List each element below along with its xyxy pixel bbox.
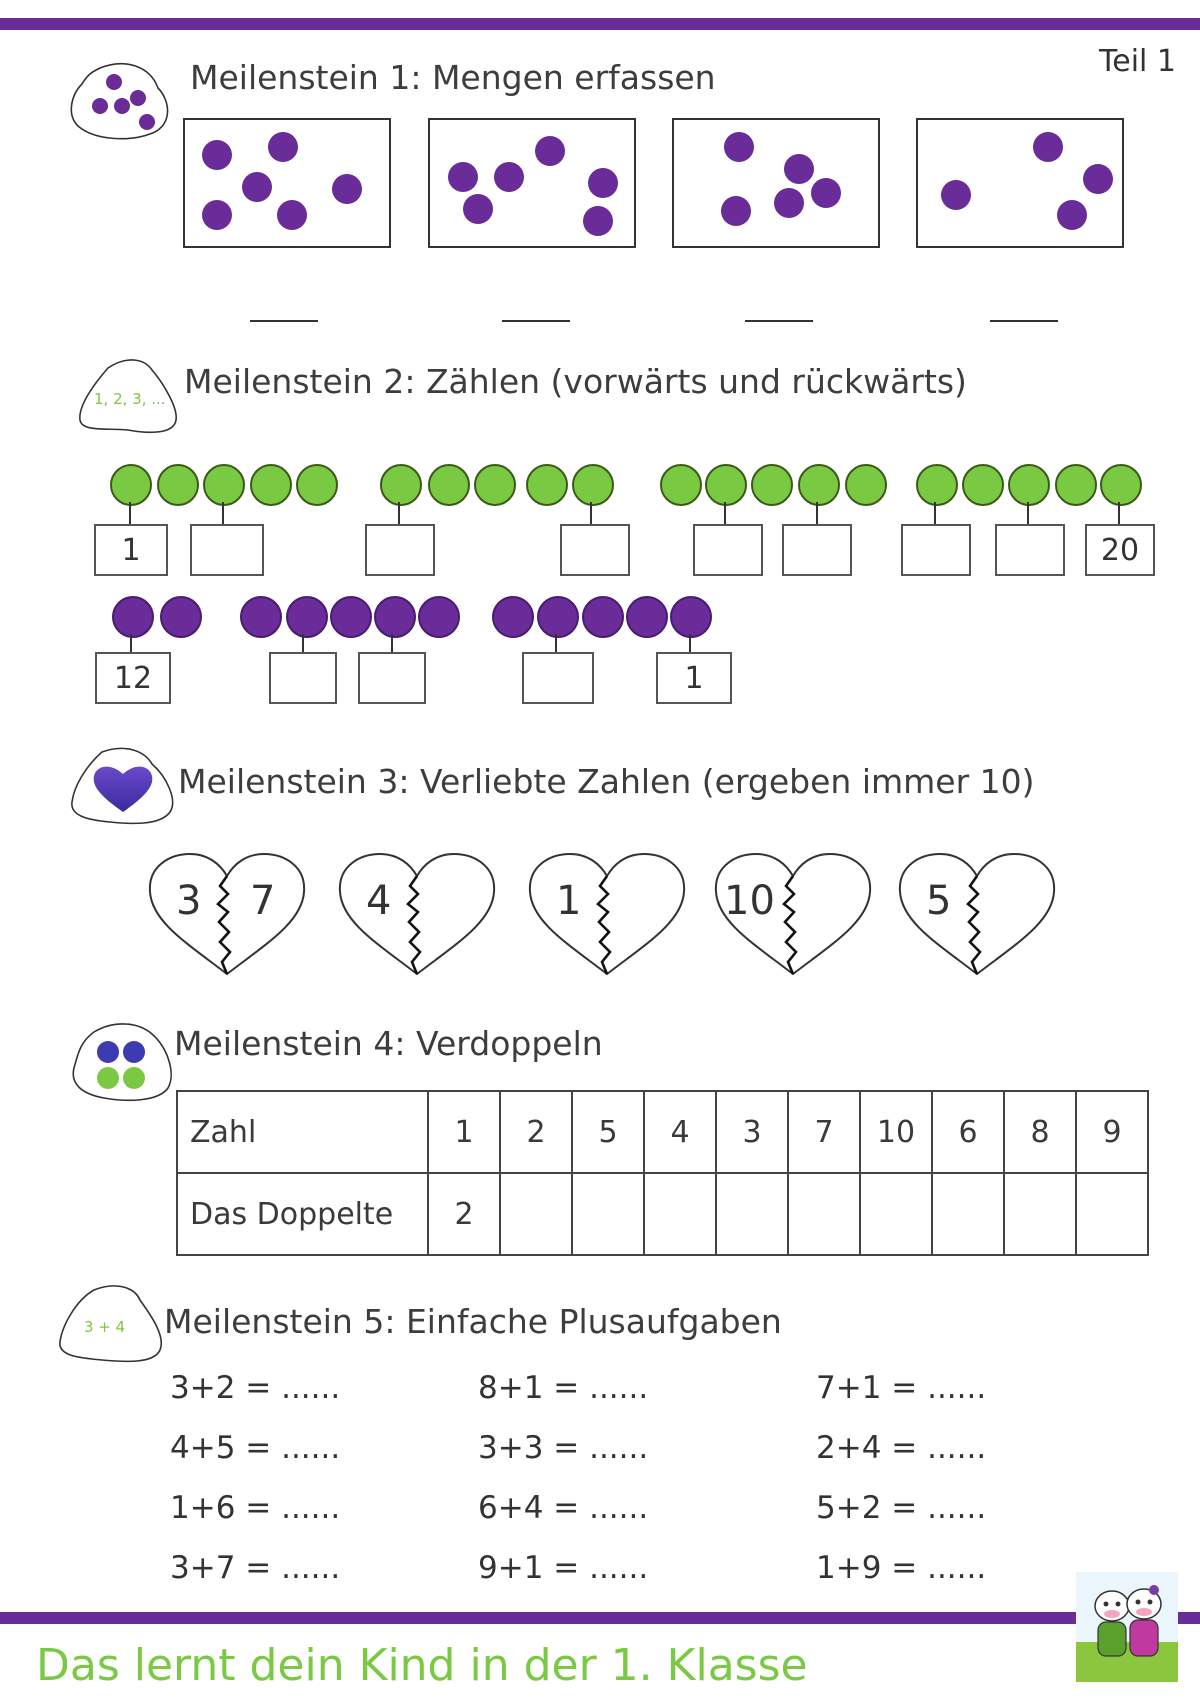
milestone-1-icon: [70, 60, 174, 142]
bead: [110, 464, 152, 506]
dot: [202, 200, 232, 230]
heart[interactable]: [714, 852, 872, 982]
bead: [296, 464, 338, 506]
bead-connector: [816, 502, 818, 524]
dot: [463, 194, 493, 224]
doubling-table: [176, 1090, 1149, 1256]
dot: [724, 132, 754, 162]
bead: [240, 596, 282, 638]
plus-icon-text: 3 + 4: [84, 1318, 126, 1336]
dot: [1033, 132, 1063, 162]
equation[interactable]: 1+9 = ......: [816, 1550, 987, 1586]
bead: [916, 464, 958, 506]
top-bar: [0, 18, 1200, 30]
bead-connector: [302, 634, 304, 652]
bead-connector: [129, 502, 131, 524]
number-cell: 2: [500, 1091, 572, 1173]
cow-mascot-image: [1076, 1572, 1178, 1686]
number-box[interactable]: 1: [94, 524, 168, 576]
equation[interactable]: 6+4 = ......: [478, 1490, 649, 1526]
dot: [448, 162, 478, 192]
number-box[interactable]: 1: [656, 652, 732, 704]
dot: [268, 132, 298, 162]
double-cell[interactable]: [932, 1173, 1004, 1255]
bead: [380, 464, 422, 506]
number-cell: 10: [860, 1091, 932, 1173]
bead-connector: [555, 634, 557, 652]
dot: [588, 168, 618, 198]
double-cell[interactable]: [572, 1173, 644, 1255]
dot: [332, 174, 362, 204]
dot: [811, 178, 841, 208]
number-box[interactable]: [269, 652, 337, 704]
bead: [1100, 464, 1142, 506]
heart-left-number: 3: [176, 878, 202, 924]
bead: [428, 464, 470, 506]
equation[interactable]: 3+2 = ......: [170, 1370, 341, 1406]
bead: [845, 464, 887, 506]
bead-connector: [130, 634, 132, 652]
bead: [286, 596, 328, 638]
bead-connector: [222, 502, 224, 524]
dot: [1083, 164, 1113, 194]
double-cell[interactable]: [644, 1173, 716, 1255]
answer-line[interactable]: [990, 320, 1058, 322]
bead: [582, 596, 624, 638]
double-cell[interactable]: [500, 1173, 572, 1255]
heart-left-number: 10: [724, 878, 775, 924]
answer-line[interactable]: [745, 320, 813, 322]
bead: [203, 464, 245, 506]
bottom-bar: [0, 1612, 1200, 1624]
equation[interactable]: 9+1 = ......: [478, 1550, 649, 1586]
bead: [526, 464, 568, 506]
number-box[interactable]: [901, 524, 971, 576]
dot: [535, 136, 565, 166]
number-box[interactable]: [190, 524, 264, 576]
dot-box-3: [672, 118, 880, 248]
bead: [572, 464, 614, 506]
heart[interactable]: [338, 852, 496, 982]
dot: [242, 172, 272, 202]
bead-connector: [1027, 502, 1029, 524]
milestone-1-title: Meilenstein 1: Mengen erfassen: [190, 58, 716, 97]
double-cell[interactable]: [860, 1173, 932, 1255]
number-cell: 5: [572, 1091, 644, 1173]
equation[interactable]: 5+2 = ......: [816, 1490, 987, 1526]
number-cell: 7: [788, 1091, 860, 1173]
number-cell: 6: [932, 1091, 1004, 1173]
footer-text: Das lernt dein Kind in der 1. Klasse: [36, 1640, 808, 1691]
number-box[interactable]: [522, 652, 594, 704]
double-cell[interactable]: [788, 1173, 860, 1255]
bead-connector: [689, 634, 691, 652]
dot: [784, 154, 814, 184]
dot: [583, 206, 613, 236]
bead: [660, 464, 702, 506]
double-cell[interactable]: [1076, 1173, 1148, 1255]
double-cell[interactable]: [1004, 1173, 1076, 1255]
equation[interactable]: 3+3 = ......: [478, 1430, 649, 1466]
equation[interactable]: 7+1 = ......: [816, 1370, 987, 1406]
row-label-doppelt: Das Doppelte: [177, 1173, 428, 1255]
bead-connector: [398, 502, 400, 524]
bead: [330, 596, 372, 638]
answer-line[interactable]: [250, 320, 318, 322]
bead: [112, 596, 154, 638]
bead: [474, 464, 516, 506]
bead-connector: [590, 502, 592, 524]
milestone-5-title: Meilenstein 5: Einfache Plusaufgaben: [164, 1302, 782, 1341]
equation[interactable]: 8+1 = ......: [478, 1370, 649, 1406]
table-row: [177, 1091, 1148, 1173]
bead: [705, 464, 747, 506]
bead: [537, 596, 579, 638]
bead: [1008, 464, 1050, 506]
bead: [962, 464, 1004, 506]
dot: [774, 188, 804, 218]
answer-line[interactable]: [502, 320, 570, 322]
milestone-3-icon: [70, 746, 176, 828]
equation[interactable]: 2+4 = ......: [816, 1430, 987, 1466]
dot: [1057, 200, 1087, 230]
number-box[interactable]: [782, 524, 852, 576]
bead: [751, 464, 793, 506]
milestone-3-title: Meilenstein 3: Verliebte Zahlen (ergeben immer 10): [178, 762, 1035, 801]
number-cell: 1: [428, 1091, 500, 1173]
number-box[interactable]: [995, 524, 1065, 576]
equation[interactable]: 4+5 = ......: [170, 1430, 341, 1466]
bead: [670, 596, 712, 638]
heart-right-number[interactable]: 7: [250, 878, 276, 924]
dot: [277, 200, 307, 230]
number-cell: 4: [644, 1091, 716, 1173]
dot-box-1: [183, 118, 391, 248]
dot: [941, 180, 971, 210]
bead: [492, 596, 534, 638]
row-label-zahl: Zahl: [177, 1091, 428, 1173]
milestone-4-title: Meilenstein 4: Verdoppeln: [174, 1024, 603, 1063]
bead: [626, 596, 668, 638]
number-box[interactable]: [560, 524, 630, 576]
table-row: [177, 1173, 1148, 1255]
heart-left-number: 4: [366, 878, 392, 924]
double-cell[interactable]: [716, 1173, 788, 1255]
bead-connector: [1118, 502, 1120, 524]
bead-connector: [724, 502, 726, 524]
dot: [494, 162, 524, 192]
number-box[interactable]: 12: [95, 652, 171, 704]
dot-box-4: [916, 118, 1124, 248]
heart-left-number: 5: [926, 878, 952, 924]
number-cell: 8: [1004, 1091, 1076, 1173]
bead: [798, 464, 840, 506]
heart[interactable]: [528, 852, 686, 982]
dot-box-2: [428, 118, 636, 248]
page-part-label: Teil 1: [1099, 44, 1176, 79]
equation[interactable]: 1+6 = ......: [170, 1490, 341, 1526]
number-box[interactable]: [358, 652, 426, 704]
number-box[interactable]: [365, 524, 435, 576]
number-cell: 9: [1076, 1091, 1148, 1173]
equation[interactable]: 3+7 = ......: [170, 1550, 341, 1586]
number-box[interactable]: [693, 524, 763, 576]
milestone-2-title: Meilenstein 2: Zählen (vorwärts und rückwärts): [184, 362, 967, 401]
dot: [721, 196, 751, 226]
bead: [374, 596, 416, 638]
bead: [160, 596, 202, 638]
bead: [1055, 464, 1097, 506]
heart[interactable]: [148, 852, 306, 982]
heart-left-number: 1: [556, 878, 582, 924]
milestone-5-icon: [58, 1284, 166, 1366]
number-box[interactable]: 20: [1085, 524, 1155, 576]
double-cell[interactable]: 2: [428, 1173, 500, 1255]
bead: [250, 464, 292, 506]
bead-connector: [934, 502, 936, 524]
bead-connector: [391, 634, 393, 652]
bead: [418, 596, 460, 638]
milestone-2-icon: [78, 358, 182, 438]
heart[interactable]: [898, 852, 1056, 982]
number-cell: 3: [716, 1091, 788, 1173]
counting-icon-text: 1, 2, 3, ...: [94, 390, 166, 408]
bead: [157, 464, 199, 506]
dot: [202, 140, 232, 170]
milestone-4-icon: [72, 1022, 176, 1104]
